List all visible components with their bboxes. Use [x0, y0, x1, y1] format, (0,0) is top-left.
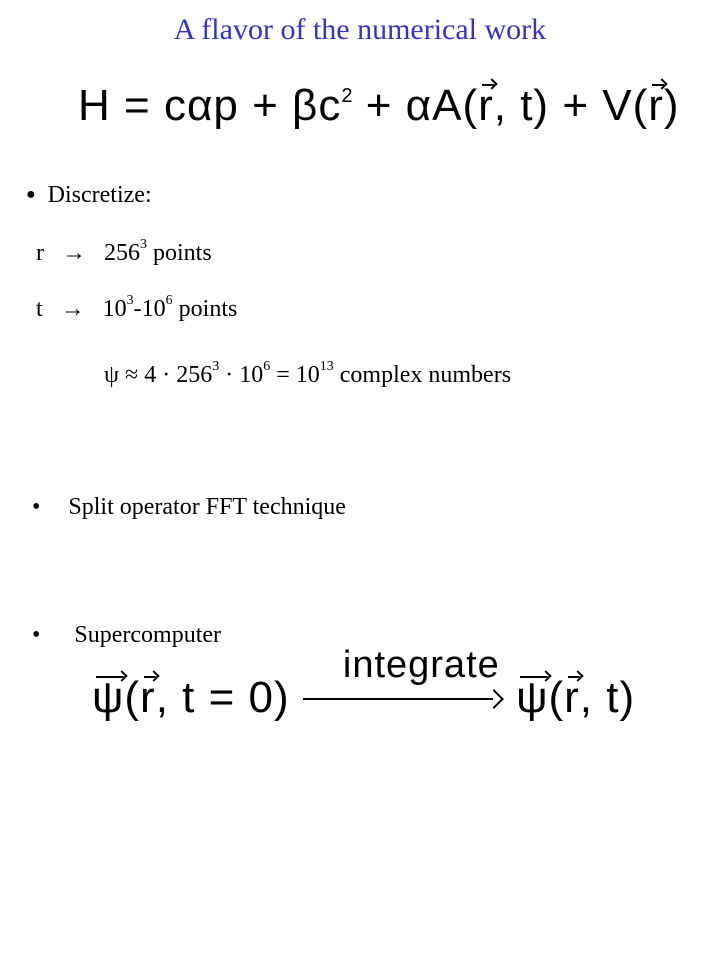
eq-term2-exp: 2	[341, 85, 353, 107]
t-exp1: 3	[126, 293, 134, 308]
rhs-open-paren: (	[548, 673, 565, 722]
psi-symbol: ψ	[104, 362, 120, 388]
psi-exp2: 6	[263, 359, 271, 374]
lhs-open-paren: (	[124, 673, 141, 722]
arrow-head-icon	[484, 689, 504, 709]
psi-exp3: 13	[319, 359, 334, 374]
eq-plus3: +	[562, 81, 590, 130]
t-variable: t	[36, 296, 43, 322]
r-suffix: points	[153, 240, 212, 266]
t-discretization-line	[36, 294, 237, 324]
psi-exp1: 3	[212, 359, 220, 374]
lhs-vector-r: r	[140, 673, 156, 722]
discretize-label: Discretize:	[47, 182, 152, 208]
eq-term4-post: )	[663, 81, 680, 130]
integrate-arrow	[303, 644, 503, 725]
r-discretization-line	[36, 238, 212, 268]
discretize-item	[26, 180, 152, 210]
t-base2: 10	[141, 296, 166, 322]
eq-plus2: +	[365, 81, 393, 130]
page-title: A flavor of the numerical work	[173, 13, 547, 46]
eq-term4-vector-r: r	[648, 81, 664, 130]
t-suffix: points	[178, 296, 238, 322]
psi-suffix: complex numbers	[333, 362, 512, 388]
eq-term3-post: , t)	[493, 81, 550, 130]
r-variable: r	[36, 240, 44, 266]
t-base1: 10	[102, 296, 127, 322]
arrow-right-icon: →	[62, 240, 86, 266]
split-operator-label: Split operator FFT technique	[68, 494, 346, 520]
supercomputer-item	[32, 620, 221, 650]
hamiltonian-equation	[78, 70, 680, 132]
bullet-icon: •	[32, 494, 41, 520]
bullet-icon: ●	[26, 186, 36, 203]
eq-term3-pre: αA(	[405, 81, 479, 130]
eq-term4-pre: V(	[602, 81, 649, 130]
r-exponent: 3	[140, 237, 147, 252]
eq-lhs: H	[78, 81, 111, 130]
t-dash: -	[133, 296, 142, 322]
eq-term2-base: βc	[292, 81, 342, 130]
lhs-psi-vector: ψ	[92, 673, 125, 722]
rhs-vector-r: r	[564, 673, 580, 722]
psi-eq: = 10	[270, 362, 320, 388]
psi-approx: ≈ 4 · 256	[125, 362, 213, 388]
eq-plus1: +	[252, 81, 279, 130]
eq-equals: =	[124, 81, 151, 130]
split-operator-item	[32, 492, 346, 522]
t-exp2: 6	[165, 293, 173, 308]
arrow-shaft	[303, 698, 493, 700]
bullet-icon: •	[32, 622, 41, 648]
lhs-rest: , t = 0)	[155, 673, 290, 722]
supercomputer-label: Supercomputer	[74, 622, 222, 648]
psi-estimate-line	[104, 360, 511, 390]
psi-mid: · 10	[219, 362, 264, 388]
rhs-rest: , t)	[579, 673, 636, 722]
arrow-right-icon: →	[60, 296, 85, 322]
eq-term3-vector-r: r	[478, 81, 494, 130]
integrate-label: integrate	[342, 644, 500, 687]
eq-term1: cαp	[163, 81, 239, 130]
r-base: 256	[104, 240, 140, 266]
rhs-psi-vector: ψ	[516, 673, 549, 722]
integrate-equation	[92, 644, 636, 725]
